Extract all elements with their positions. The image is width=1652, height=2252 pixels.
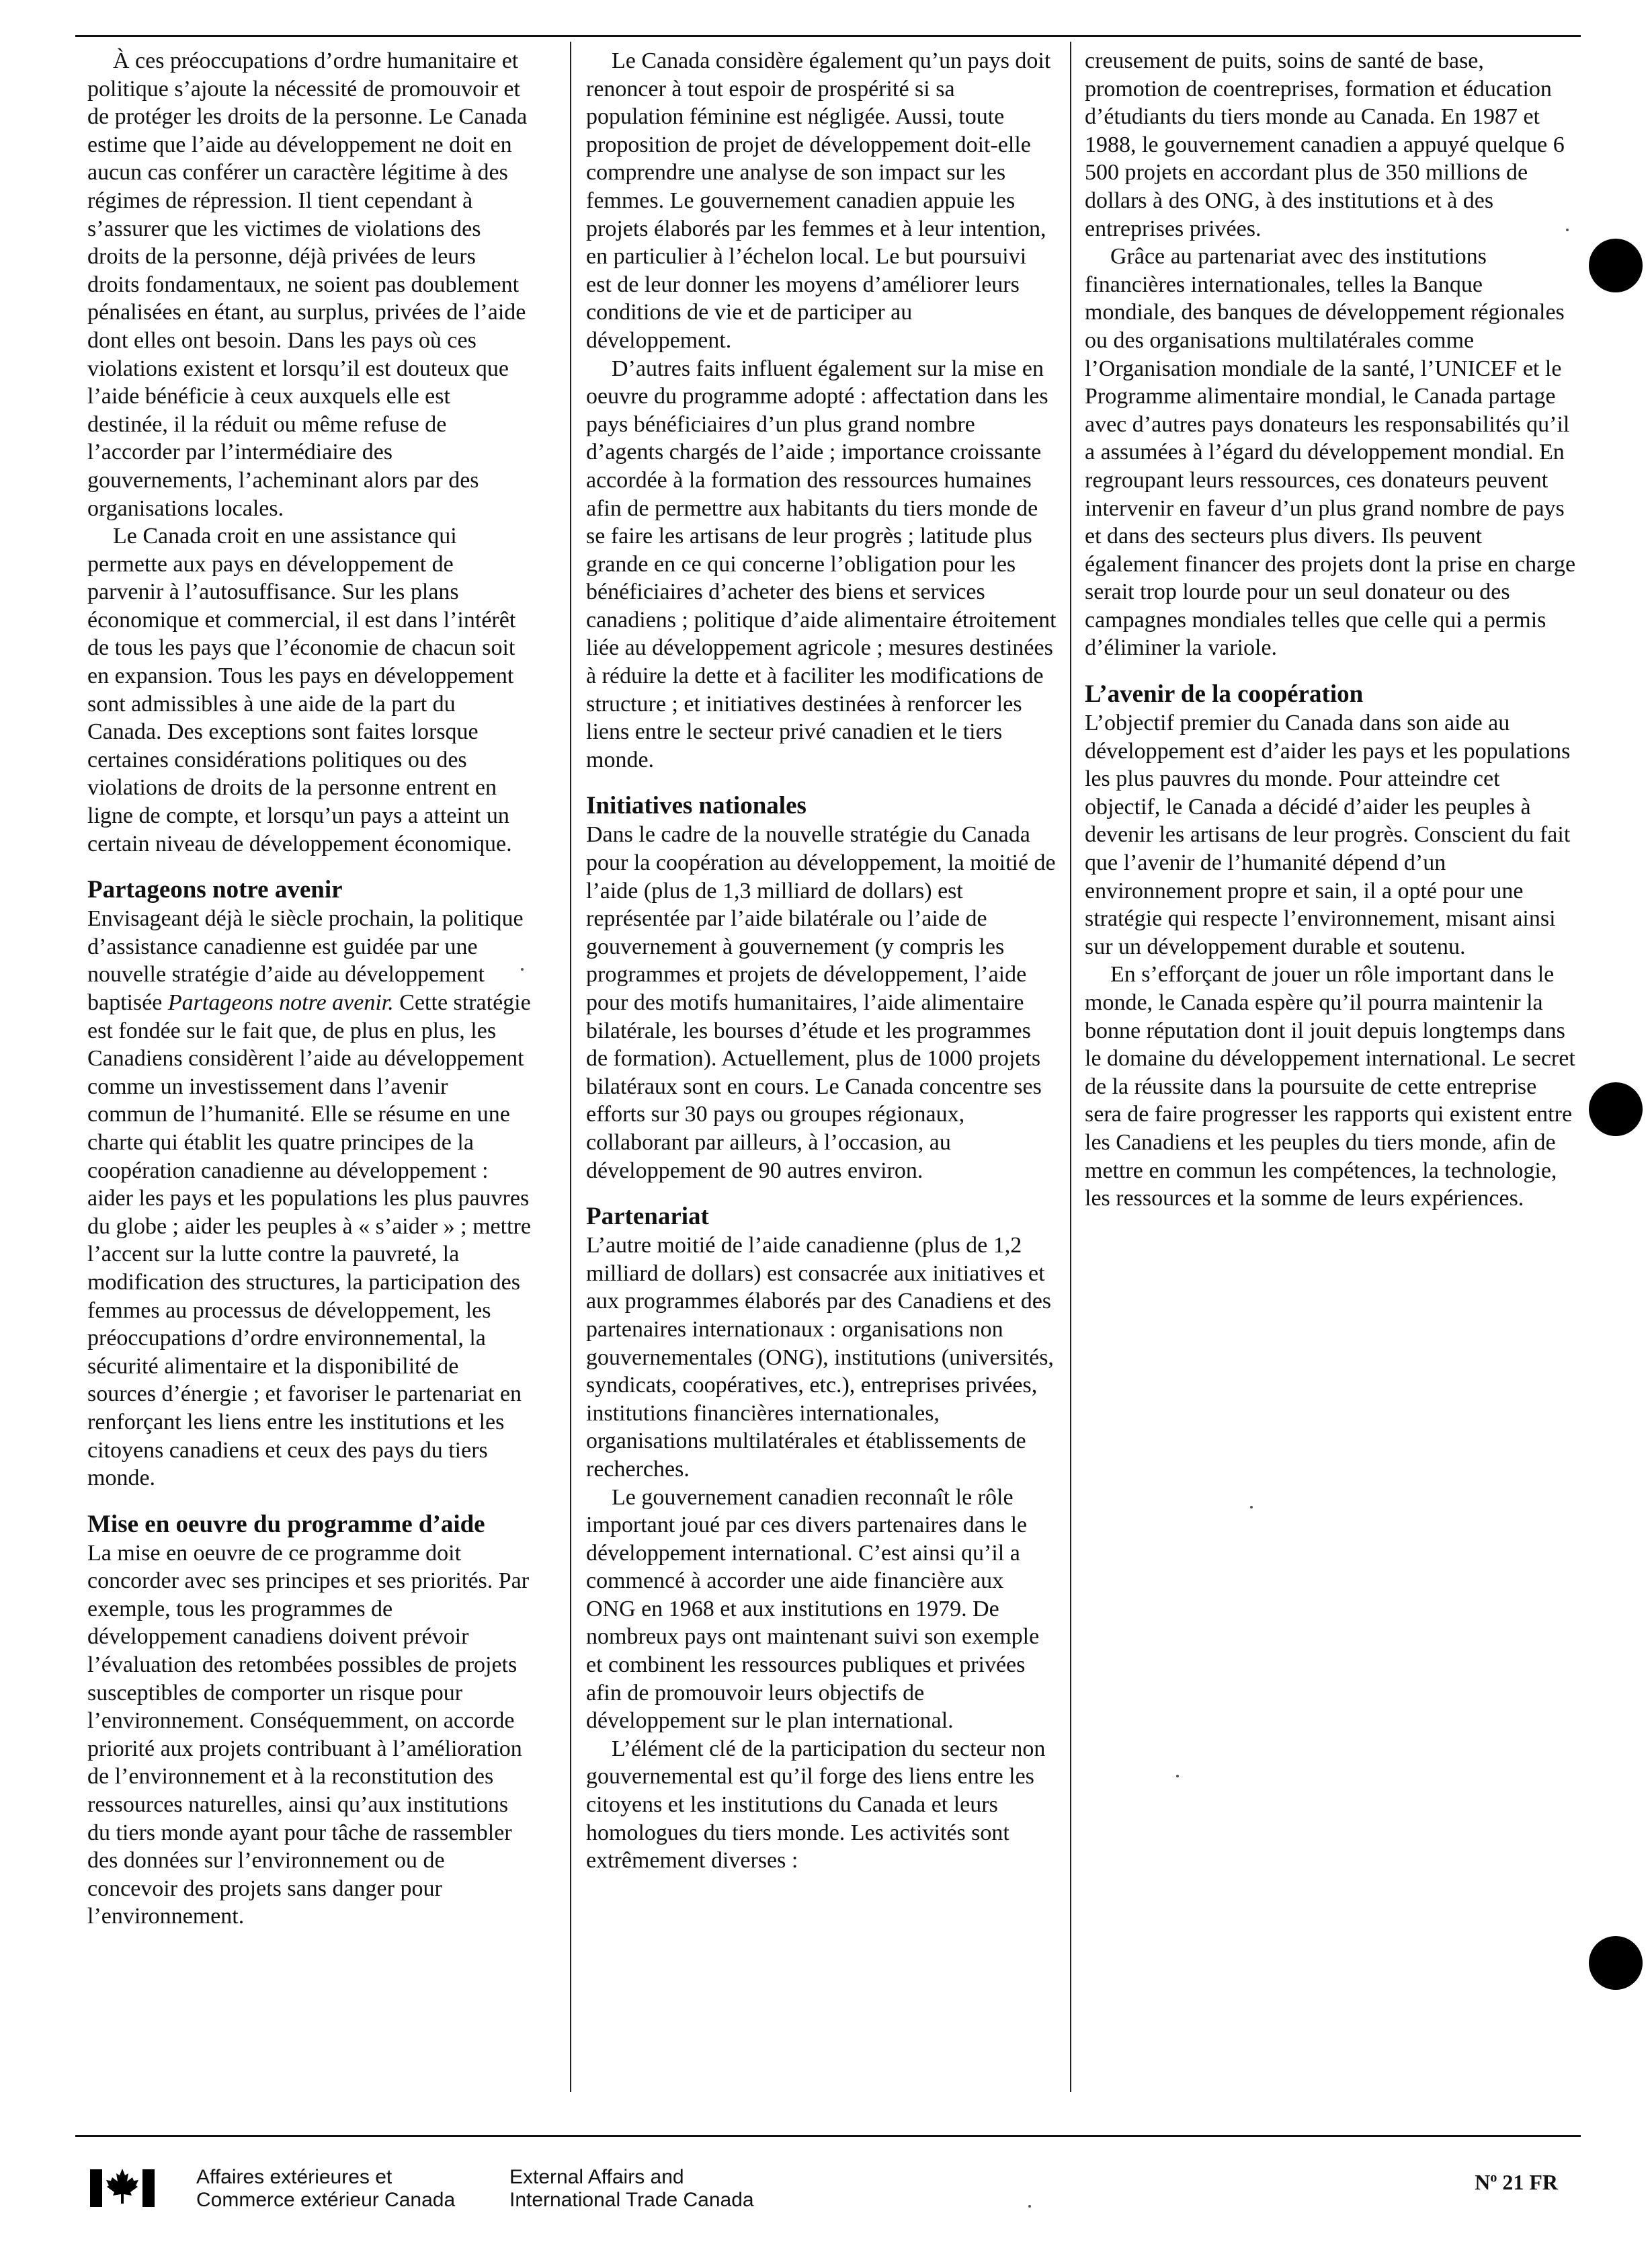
- scan-speck: [1028, 2205, 1031, 2208]
- scan-speck: [1250, 1506, 1253, 1509]
- top-rule: [75, 35, 1581, 37]
- column-1: [87, 47, 532, 1931]
- binder-hole: [1589, 1082, 1643, 1136]
- maple-leaf-icon: [106, 2169, 138, 2207]
- footer-text: Affaires extérieures et: [196, 2166, 393, 2188]
- section-heading: Mise en oeuvre du programme d’aide: [87, 1510, 485, 1538]
- text-span: Envisageant déjà le siècle prochain, la politique d’assistance canadienne est guidée par une nouvelle stratégie d’aide au développement baptisée: [87, 906, 524, 1015]
- title-italic: Partageons notre avenir.: [167, 990, 394, 1015]
- bottom-rule: [75, 2135, 1581, 2137]
- paragraph: Dans le cadre de la nouvelle stratégie du Canada pour la coopération au développement, la moitié de l’aide (plus de 1,3 milliard de dollars) est représentée par l’aide bilatérale ou l’aide de gouvernement à gouvernement (y compris les programmes et projets de développement, l’aide pour des motifs humanitaires, l’aide alimentaire bilatérale, les bourses d’étude et les programmes de formation). Actuellement, plus de 1000 projets bilatéraux sont en cours. Le Canada concentre ses efforts sur 30 pays ou groupes régionaux, collaborant par ailleurs, à l’occasion, au développement de 90 autres environ.: [586, 822, 1056, 1183]
- section-heading: Partageons notre avenir: [87, 876, 343, 904]
- document-number: [1475, 2170, 1558, 2195]
- paragraph: L’autre moitié de l’aide canadienne (plus de 1,2 milliard de dollars) est consacrée aux initiatives et aux programmes élaborés par des Canadiens et des partenaires internationaux : organisations non gouvernementales (ONG), institutions (universités, syndicats, coopératives, etc.), entreprises privées, institutions financières internationales, organisations multilatérales et établissements de recherches.: [586, 1233, 1054, 1482]
- paragraph: Le Canada croit en une assistance qui permette aux pays en développement de parvenir à l’autosuffisance. Sur les plans économique et commercial, il est dans l’intérêt de tous les pays que l’économie de chacun soit en expansion. Tous les pays en développement sont admissibles à une aide de la part du Canada. Des exceptions sont faites lorsque certaines considérations politiques ou des violations de droits de la personne entrent en ligne de compte, et lorsqu’un pays a atteint un certain niveau de développement économique.: [87, 524, 516, 856]
- column-2: [586, 47, 1057, 1875]
- number-prefix: N: [1475, 2170, 1491, 2194]
- text-span: Cette stratégie est fondée sur le fait que, de plus en plus, les Canadiens considèrent l’aide au développement comme un investissement dans l’avenir commun de l’humanité. Elle se résume en une charte qui établit les quatre principes de la coopération canadienne au développement : aider les pays et les populations les plus pauvres du globe ; aider les peuples à « s’aider » ; mettre l’accent sur la lutte contre la pauvreté, la modification des structures, la participation des femmes au processus de développement, les préoccupations d’ordre environnemental, la sécurité alimentaire et la disponibilité de sources d’énergie ; et favoriser le partenariat en renforçant les liens entre les institutions et les citoyens canadiens et ceux des pays du tiers monde.: [87, 990, 531, 1491]
- paragraph: Le gouvernement canadien reconnaît le rôle important joué par ces divers partenaires dans le développement international. C’est ainsi qu’il a commencé à accorder une aide financière aux ONG en 1968 et aux institutions en 1979. De nombreux pays ont maintenant suivi son exemple et combinent les ressources publiques et privées afin de promouvoir leurs objectifs de développement sur le plan international.: [586, 1484, 1040, 1734]
- paragraph: L’élément clé de la participation du secteur non gouvernemental est qu’il forge des liens entre les citoyens et les institutions du Canada et leurs homologues du tiers monde. Les activités sont extrêmement diverses :: [586, 1736, 1046, 1874]
- section-heading: L’avenir de la coopération: [1085, 680, 1364, 709]
- canada-wordmark-logo: [90, 2169, 155, 2207]
- paragraph: D’autres faits influent également sur la mise en oeuvre du programme adopté : affectation dans les pays bénéficiaires d’un plus grand nombre d’agents chargés de l’aide ; importance croissante accordée à la formation des ressources humaines afin de permettre aux habitants du tiers monde de se faire les artisans de leur progrès ; latitude plus grande en ce qui concerne l’obligation pour les bénéficiaires d’acheter des biens et services canadiens ; politique d’aide alimentaire étroitement liée au développement agricole ; mesures destinées à réduire la dette et à faciliter les modifications de structure ; et initiatives destinées à renforcer les liens entre le secteur privé canadien et le tiers monde.: [586, 356, 1057, 772]
- paragraph: Grâce au partenariat avec des institutions financières internationales, telles la Banque mondiale, des banques de développement régionales ou des organisations multilatérales comme l’Organisation mondiale de la santé, l’UNICEF et le Programme alimentaire mondial, le Canada partage avec d’autres pays donateurs les responsabilités qu’il a assumées à l’égard du développement mondial. En regroupant leurs ressources, ces donateurs peuvent intervenir en faveur d’un plus grand nombre de pays et dans des secteurs plus divers. Ils peuvent également financer des projets dont la prise en charge serait trop lourde pour un seul donateur ou des campagnes mondiales telles que celle qui a permis d’éliminer la variole.: [1085, 244, 1576, 661]
- column-divider: [1070, 42, 1071, 2092]
- flag-bar-icon: [142, 2169, 155, 2207]
- paragraph: En s’efforçant de jouer un rôle important dans le monde, le Canada espère qu’il pourra maintenir la bonne réputation dont il jouit depuis longtemps dans le domaine du développement international. Le secret de la réussite dans la poursuite de cette entreprise sera de faire progresser les rapports qui existent entre les Canadiens et les peuples du tiers monde, afin de mettre en commun les compétences, la technologie, les ressources et la somme de leurs expériences.: [1085, 962, 1575, 1211]
- footer-text: International Trade Canada: [509, 2189, 754, 2211]
- flag-bar-icon: [90, 2169, 102, 2207]
- department-name-en: [509, 2166, 754, 2212]
- section-heading: Partenariat: [586, 1203, 709, 1231]
- number-value: 21 FR: [1497, 2170, 1558, 2194]
- footer-text: Commerce extérieur Canada: [196, 2189, 456, 2211]
- paragraph: Le Canada considère également qu’un pays doit renoncer à tout espoir de prospérité si sa population féminine est négligée. Aussi, toute proposition de projet de développement doit-elle comprendre une analyse de son impact sur les femmes. Le gouvernement canadien appuie les projets élaborés par les femmes et à leur intention, en particulier à l’échelon local. Le but poursuivi est de leur donner les moyens d’améliorer leurs conditions de vie et de participer au développement.: [586, 48, 1051, 353]
- paragraph: creusement de puits, soins de santé de base, promotion de coentreprises, formation et éducation d’étudiants du tiers monde au Canada. En 1987 et 1988, le gouvernement canadien a appuyé quelque 6 500 projets en accordant plus de 350 millions de dollars à des ONG, à des institutions et à des entreprises privées.: [1085, 48, 1565, 241]
- binder-hole: [1589, 1936, 1643, 1990]
- number-sup: o: [1490, 2170, 1497, 2185]
- scan-speck: [1176, 1775, 1179, 1777]
- paragraph: L’objectif premier du Canada dans son aide au développement est d’aider les pays et les populations les plus pauvres du monde. Pour atteindre cet objectif, le Canada a décidé d’aider les peuples à devenir les artisans de leur progrès. Conscient du fait que l’avenir de l’humanité dépend d’un environnement propre et sain, il a opté pour une stratégie qui respecte l’environnement, misant ainsi sur un développement durable et soutenu.: [1085, 711, 1571, 959]
- column-3: [1085, 47, 1579, 1213]
- scan-speck: [521, 968, 524, 971]
- section-heading: Initiatives nationales: [586, 792, 807, 820]
- binder-hole: [1589, 239, 1643, 292]
- footer-text: External Affairs and: [509, 2166, 684, 2188]
- paragraph: La mise en oeuvre de ce programme doit concorder avec ses principes et ses priorités. Par exemple, tous les programmes de développement canadiens doivent prévoir l’évaluation des retombées possibles de projets susceptibles de comporter un risque pour l’environnement. Conséquemment, on accorde priorité aux projets contribuant à l’amélioration de l’environnement et à la reconstitution des ressources naturelles, ainsi qu’aux institutions du tiers monde ayant pour tâche de rassembler des données sur l’environnement ou de concevoir des projets sans danger pour l’environnement.: [87, 1540, 530, 1929]
- paragraph: [87, 905, 532, 1492]
- scan-speck: [1566, 229, 1569, 231]
- column-divider: [570, 42, 571, 2092]
- department-name-fr: [196, 2166, 455, 2212]
- paragraph: À ces préoccupations d’ordre humanitaire et politique s’ajoute la nécessité de promouvoir et de protéger les droits de la personne. Le Canada estime que l’aide au développement ne doit en aucun cas conférer un caractère légitime à des régimes de répression. Il tient cependant à s’assurer que les victimes de violations des droits de la personne, déjà privées de leurs droits fondamentaux, ne soient pas doublement pénalisées en étant, au surplus, privées de l’aide dont elles ont besoin. Dans les pays où ces violations existent et lorsqu’il est douteux que l’aide bénéficie à ceux auxquels elle est destinée, il la réduit ou même refuse de l’accorder par l’intermédiaire des gouvernements, l’acheminant alors par des organisations locales.: [87, 48, 528, 521]
